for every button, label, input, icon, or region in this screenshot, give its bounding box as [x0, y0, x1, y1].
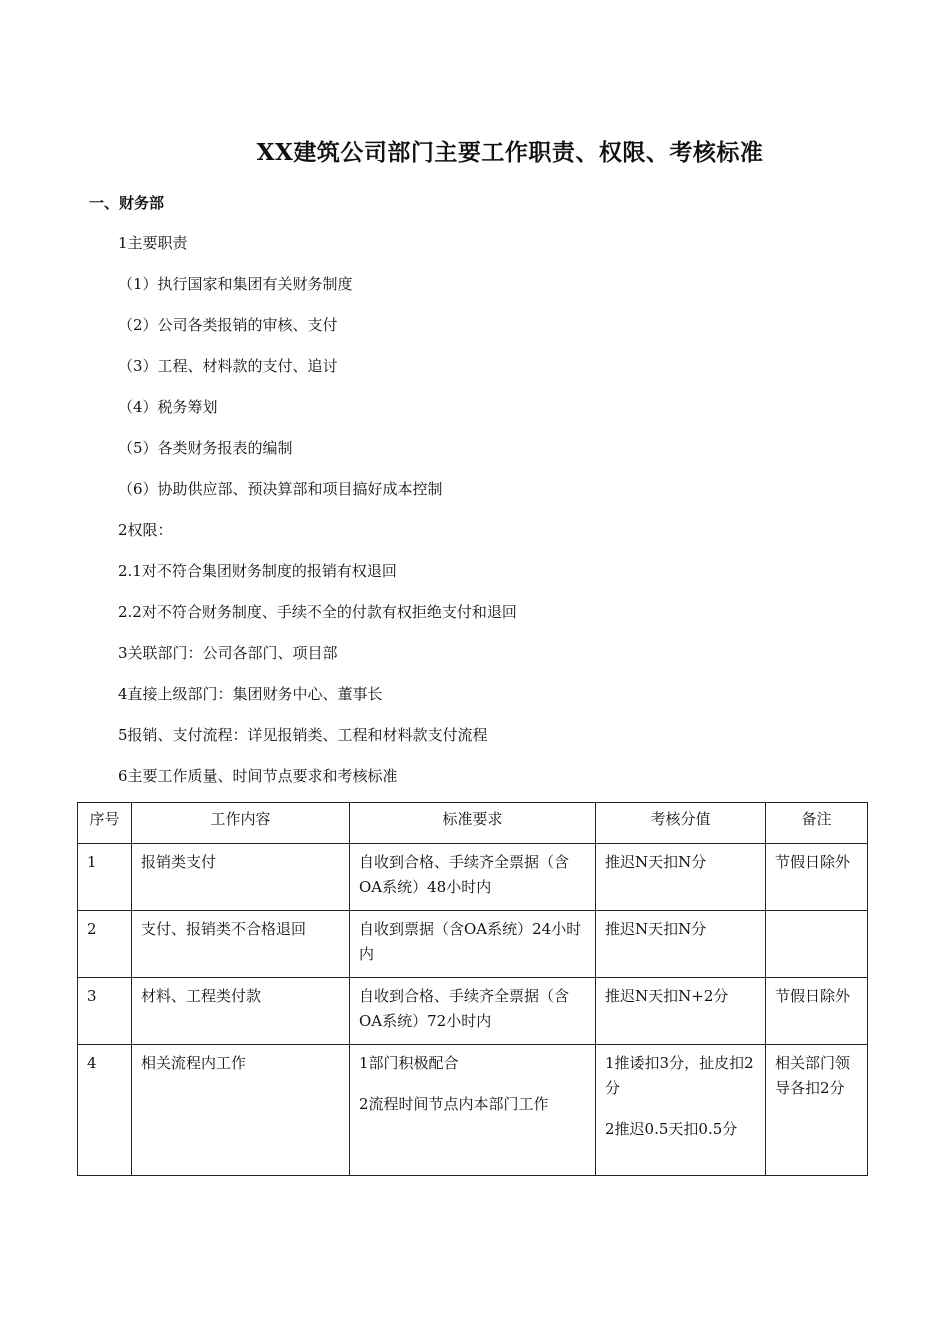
paragraph-line: 2权限： [118, 521, 173, 539]
cell-requirement [350, 978, 596, 1045]
assessment-table [77, 802, 868, 1176]
header-cell-requirement: 标准要求 [350, 803, 596, 844]
paragraph-line: （2）公司各类报销的审核、支付 [118, 316, 338, 334]
cell-no: 1 [78, 844, 132, 911]
cell-score [596, 844, 766, 911]
paragraph-line: （6）协助供应部、预决算部和项目搞好成本控制 [118, 480, 443, 498]
table-row [78, 844, 868, 911]
cell-no: 2 [78, 911, 132, 978]
cell-requirement [350, 911, 596, 978]
cell-no: 3 [78, 978, 132, 1045]
paragraph-line: 2.2对不符合财务制度、手续不全的付款有权拒绝支付和退回 [118, 603, 517, 621]
cell-note: 节假日除外 [766, 844, 868, 911]
cell-text: 推迟N天扣N分 [605, 920, 707, 938]
cell-text: 推迟N天扣N分 [605, 853, 707, 871]
table-row [78, 911, 868, 978]
paragraph-line: 2.1对不符合集团财务制度的报销有权退回 [118, 562, 397, 580]
header-cell-score: 考核分值 [596, 803, 766, 844]
cell-content: 相关流程内工作 [132, 1045, 350, 1176]
cell-score [596, 911, 766, 978]
paragraph-line: 5报销、支付流程：详见报销类、工程和材料款支付流程 [118, 726, 488, 744]
cell-content: 材料、工程类付款 [132, 978, 350, 1045]
cell-text: 1推诿扣3分，扯皮扣2分 [605, 1054, 754, 1097]
paragraph-line: 6主要工作质量、时间节点要求和考核标准 [118, 767, 398, 785]
table-header-row [78, 803, 868, 844]
document-title: XX建筑公司部门主要工作职责、权限、考核标准 [256, 139, 764, 166]
cell-note [766, 911, 868, 978]
table-row [78, 1045, 868, 1176]
cell-requirement [350, 844, 596, 911]
cell-no: 4 [78, 1045, 132, 1176]
header-cell-content: 工作内容 [132, 803, 350, 844]
paragraph-line: 1主要职责 [118, 234, 188, 252]
cell-score [596, 1045, 766, 1176]
paragraph-line: （1）执行国家和集团有关财务制度 [118, 275, 353, 293]
cell-content: 报销类支付 [132, 844, 350, 911]
paragraph-line: 4直接上级部门：集团财务中心、董事长 [118, 685, 383, 703]
cell-text: 2推迟0.5天扣0.5分 [605, 1120, 738, 1138]
cell-text: 自收到票据（含OA系统）24小时内 [359, 920, 582, 963]
cell-text: 自收到合格、手续齐全票据（含OA系统）72小时内 [359, 987, 570, 1030]
paragraph-line: 3关联部门：公司各部门、项目部 [118, 644, 338, 662]
cell-score [596, 978, 766, 1045]
table-row [78, 978, 868, 1045]
cell-text: 推迟N天扣N+2分 [605, 987, 729, 1005]
cell-text: 2流程时间节点内本部门工作 [359, 1095, 549, 1113]
section-heading: 一、财务部 [89, 194, 165, 212]
cell-content: 支付、报销类不合格退回 [132, 911, 350, 978]
cell-note: 相关部门领导各扣2分 [766, 1045, 868, 1176]
cell-text: 1部门积极配合 [359, 1054, 459, 1072]
paragraph-line: （3）工程、材料款的支付、追讨 [118, 357, 338, 375]
header-cell-note: 备注 [766, 803, 868, 844]
cell-requirement [350, 1045, 596, 1176]
paragraph-line: （4）税务筹划 [118, 398, 218, 416]
cell-text: 自收到合格、手续齐全票据（含OA系统）48小时内 [359, 853, 570, 896]
cell-note: 节假日除外 [766, 978, 868, 1045]
paragraph-line: （5）各类财务报表的编制 [118, 439, 293, 457]
header-cell-no: 序号 [78, 803, 132, 844]
